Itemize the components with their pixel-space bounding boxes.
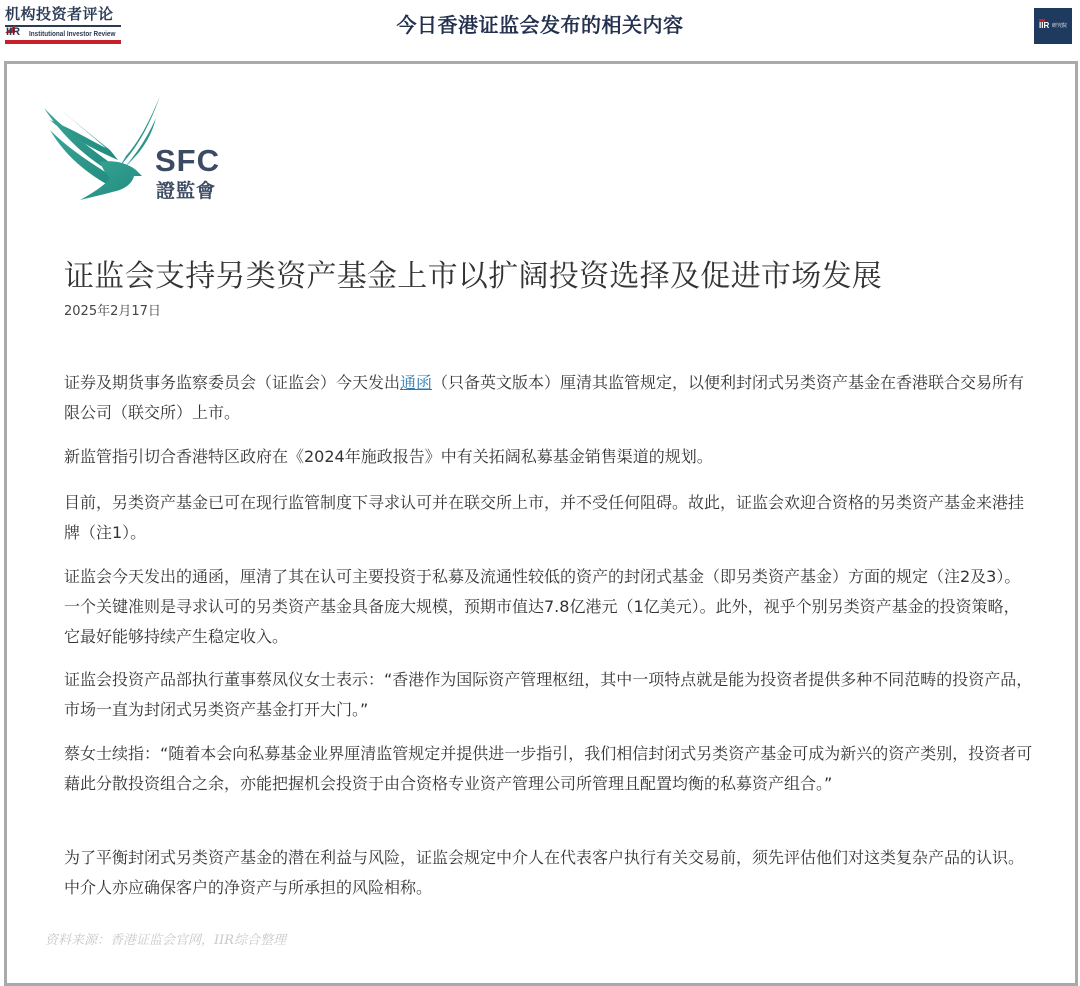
paragraph-text: 证券及期货事务监察委员会（证监会）今天发出	[64, 373, 401, 392]
circular-link[interactable]: 通函	[400, 373, 433, 392]
header-title: 今日香港证监会发布的相关内容	[396, 13, 684, 37]
article-date: 2025年2月17日	[64, 304, 161, 319]
article-paragraph: 蔡女士续指：“随着本会向私募基金业界厘清监管规定并提供进一步指引，我们相信封闭式另类资产基金可成为新兴的资产类别，投资者可藉此分散投资组合之余，亦能把握机会投资于由合资格专业资产管理公司所管理且配置均衡的私募资产组合。”	[64, 744, 1033, 793]
right-logo-abbr: IIR	[1039, 21, 1050, 30]
brand-name-en: Institutional Investor Review	[29, 29, 116, 38]
brand-name-cn: 机构投资者评论	[5, 5, 114, 23]
article-paragraph: 证监会投资产品部执行董事蔡凤仪女士表示：“香港作为国际资产管理枢纽，其中一项特点就是能为投资者提供多种不同范畴的投资产品，市场一直为封闭式另类资产基金打开大门。”	[64, 670, 1033, 719]
article-paragraph: 证监会今天发出的通函，厘清了其在认可主要投资于私募及流通性较低的资产的封闭式基金（即另类资产基金）方面的规定（注2及3）。一个关键准则是寻求认可的另类资产基金具备庞大规模，预期市值达7.8亿港元（1亿美元）。此外，视乎个别另类资产基金的投资策略，它最好能够持续产生稳定收入。	[64, 567, 1021, 646]
article-title: 证监会支持另类资产基金上市以扩阔投资选择及促进市场发展	[64, 259, 883, 295]
right-logo-cn: 研究院	[1052, 23, 1068, 29]
sfc-abbr: SFC	[155, 143, 220, 178]
article-paragraph: 目前，另类资产基金已可在现行监管制度下寻求认可并在联交所上市，并不受任何阻碍。故此，证监会欢迎合资格的另类资产基金来港挂牌（注1）。	[64, 493, 1025, 542]
eagle-icon	[40, 90, 170, 202]
brand-underline	[5, 40, 121, 44]
article-paragraph: 新监管指引切合香港特区政府在《2024年施政报告》中有关拓阔私募基金销售渠道的规划。	[64, 447, 713, 466]
page-header	[0, 0, 1080, 50]
paragraph-text: （只备英文版本）厘清其监管规定，以便利封闭式另类资产基金在香港联合交易所有限公司（联交所）上市。	[64, 373, 1025, 422]
iir-research-logo	[1034, 8, 1072, 44]
article-paragraph	[64, 368, 1034, 428]
sfc-name-cn: 證監會	[156, 180, 217, 202]
article-paragraph: 为了平衡封闭式另类资产基金的潜在利益与风险，证监会规定中介人在代表客户执行有关交易前，须先评估他们对这类复杂产品的认识。中介人亦应确保客户的净资产与所承担的风险相称。	[64, 848, 1025, 897]
brand-abbr: IIR	[6, 26, 21, 38]
source-note: 资料来源：香港证监会官网，IIR综合整理	[45, 933, 287, 948]
